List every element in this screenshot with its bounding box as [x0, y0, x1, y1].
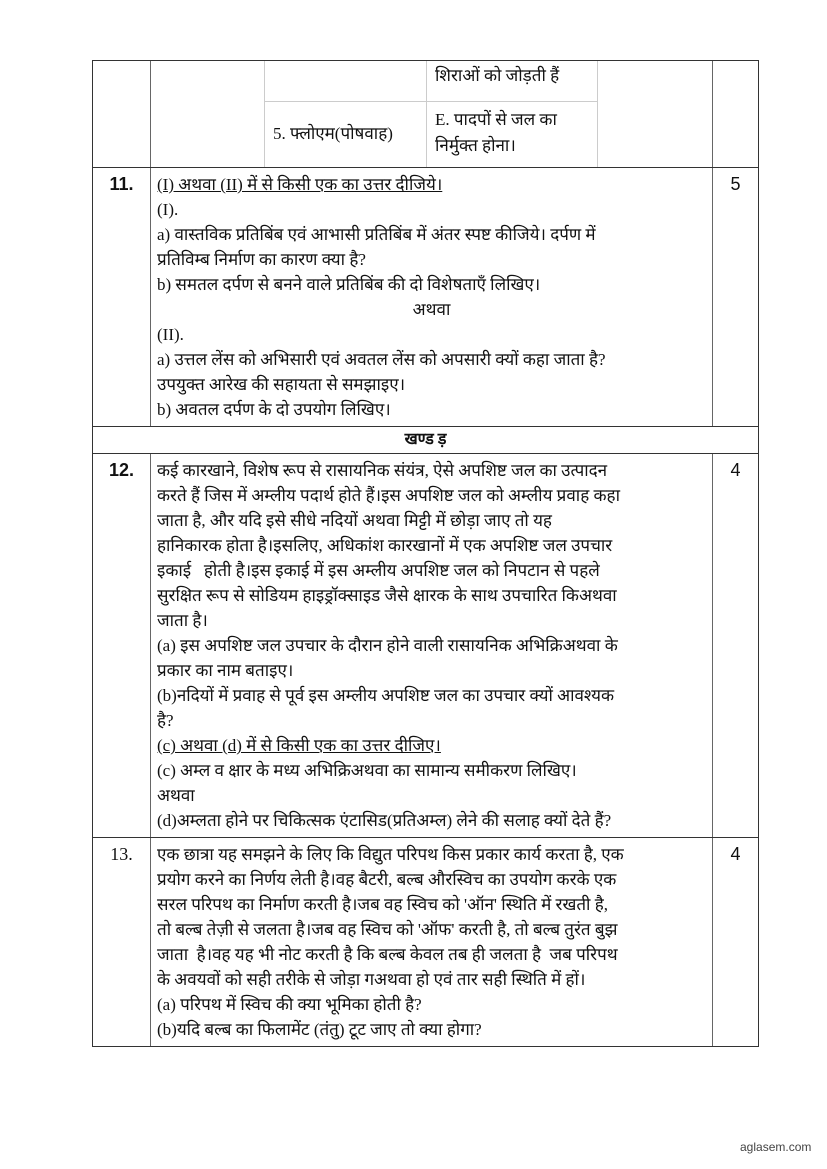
watermark: aglasem.com: [740, 1140, 812, 1154]
question-number: 11.: [93, 168, 151, 426]
match-text: 5. फ्लोएम(पोषवाह): [273, 124, 393, 143]
match-text: शिराओं को जोड़ती हैं: [435, 66, 560, 85]
instruction: (I) अथवा (II) में से किसी एक का उत्तर दीजिये।: [157, 175, 443, 194]
question-line: (a) इस अपशिष्ट जल उपचार के दौरान होने वाली रासायनिक अभिक्रिअथवा के: [157, 636, 618, 655]
question-line: (d)अम्लता होने पर चिकित्सक एंटासिड(प्रतिअम्ल) लेने की सलाह क्यों देते हैं?: [157, 811, 612, 830]
question-line: है?: [157, 711, 174, 730]
question-row-11: [93, 167, 758, 426]
passage-line: जाता है, और यदि इसे सीधे नदियों अथवा मिट्टी में छोड़ा जाए तो यह: [157, 511, 552, 530]
question-number-cell: [93, 61, 151, 167]
question-number: 13.: [93, 838, 151, 1046]
question-row-13: [93, 837, 758, 1046]
question-line: उपयुक्त आरेख की सहायता से समझाइए।: [157, 375, 406, 394]
or-label: अथवा: [157, 786, 195, 805]
match-cell: [426, 101, 598, 167]
marks: 5: [730, 174, 741, 194]
marks-cell: [713, 61, 758, 167]
question-line: प्रतिविम्ब निर्माण का कारण क्या है?: [157, 250, 366, 269]
marks: 4: [730, 844, 741, 864]
passage-line: एक छात्रा यह समझने के लिए कि विद्युत परिपथ किस प्रकार कार्य करता है, एक: [157, 845, 624, 864]
question-line: प्रकार का नाम बताइए।: [157, 661, 294, 680]
passage-line: कई कारखाने, विशेष रूप से रासायनिक संयंत्र, ऐसे अपशिष्ट जल का उत्पादन: [157, 461, 608, 480]
question-content: [151, 838, 713, 1046]
question-line: a) वास्तविक प्रतिबिंब एवं आभासी प्रतिबिंब में अंतर स्पष्ट कीजिये। दर्पण में: [157, 225, 596, 244]
match-cell: [426, 61, 598, 101]
part-label: (I).: [157, 200, 179, 219]
question-number: 12.: [93, 454, 151, 837]
passage-line: प्रयोग करने का निर्णय लेती है।वह बैटरी, बल्ब औरस्विच का उपयोग करके एक: [157, 870, 617, 889]
passage-line: इकाई होती है।इस इकाई में इस अम्लीय अपशिष्ट जल को निपटान से पहले: [157, 561, 600, 580]
match-cell-empty: [264, 61, 426, 101]
question-line: b) अवतल दर्पण के दो उपयोग लिखिए।: [157, 400, 391, 419]
marks: 4: [730, 460, 741, 480]
match-text: E. पादपों से जल का: [435, 110, 557, 129]
question-content: [151, 168, 713, 426]
passage-line: हानिकारक होता है।इसलिए, अधिकांश कारखानों में एक अपशिष्ट जल उपचार: [157, 536, 613, 555]
passage-line: जाता है।: [157, 611, 208, 630]
instruction: (c) अथवा (d) में से किसी एक का उत्तर दीजिए।: [157, 736, 441, 755]
or-label: अथवा: [412, 300, 451, 319]
passage-line: सुरक्षित रूप से सोडियम हाइड्रॉक्साइड जैसे क्षारक के साथ उपचारित किअथवा: [157, 586, 617, 605]
question-line: (c) अम्ल व क्षार के मध्य अभिक्रिअथवा का सामान्य समीकरण लिखिए।: [157, 761, 577, 780]
section-header: खण्ड ड़: [93, 426, 758, 453]
match-table: [151, 61, 713, 167]
match-table-continuation-row: [93, 61, 758, 167]
passage-line: करते हैं जिस में अम्लीय पदार्थ होते हैं।इस अपशिष्ट जल को अम्लीय प्रवाह कहा: [157, 486, 620, 505]
match-cell: [264, 101, 426, 167]
question-line: (b)नदियों में प्रवाह से पूर्व इस अम्लीय अपशिष्ट जल का उपचार क्यों आवश्यक: [157, 686, 615, 705]
question-line: (b)यदि बल्ब का फिलामेंट (तंतु) टूट जाए तो क्या होगा?: [157, 1020, 482, 1039]
question-line: b) समतल दर्पण से बनने वाले प्रतिबिंब की दो विशेषताएँ लिखिए।: [157, 275, 541, 294]
passage-line: के अवयवों को सही तरीके से जोड़ा गअथवा हो एवं तार सही स्थिति में हों।: [157, 970, 586, 989]
question-content: [151, 454, 713, 837]
question-line: a) उत्तल लेंस को अभिसारी एवं अवतल लेंस को अपसारी क्यों कहा जाता है?: [157, 350, 606, 369]
question-line: (a) परिपथ में स्विच की क्या भूमिका होती है?: [157, 995, 422, 1014]
passage-line: सरल परिपथ का निर्माण करती है।जब वह स्विच को 'ऑन' स्थिति में रखती है,: [157, 895, 608, 914]
passage-line: जाता है।वह यह भी नोट करती है कि बल्ब केवल तब ही जलता है जब परिपथ: [157, 945, 618, 964]
part-label: (II).: [157, 325, 184, 344]
passage-line: तो बल्ब तेज़ी से जलता है।जब वह स्विच को 'ऑफ' करती है, तो बल्ब तुरंत बुझ: [157, 920, 618, 939]
question-row-12: [93, 453, 758, 837]
question-table: [92, 60, 759, 1047]
match-text: निर्मुक्त होना।: [435, 136, 516, 155]
